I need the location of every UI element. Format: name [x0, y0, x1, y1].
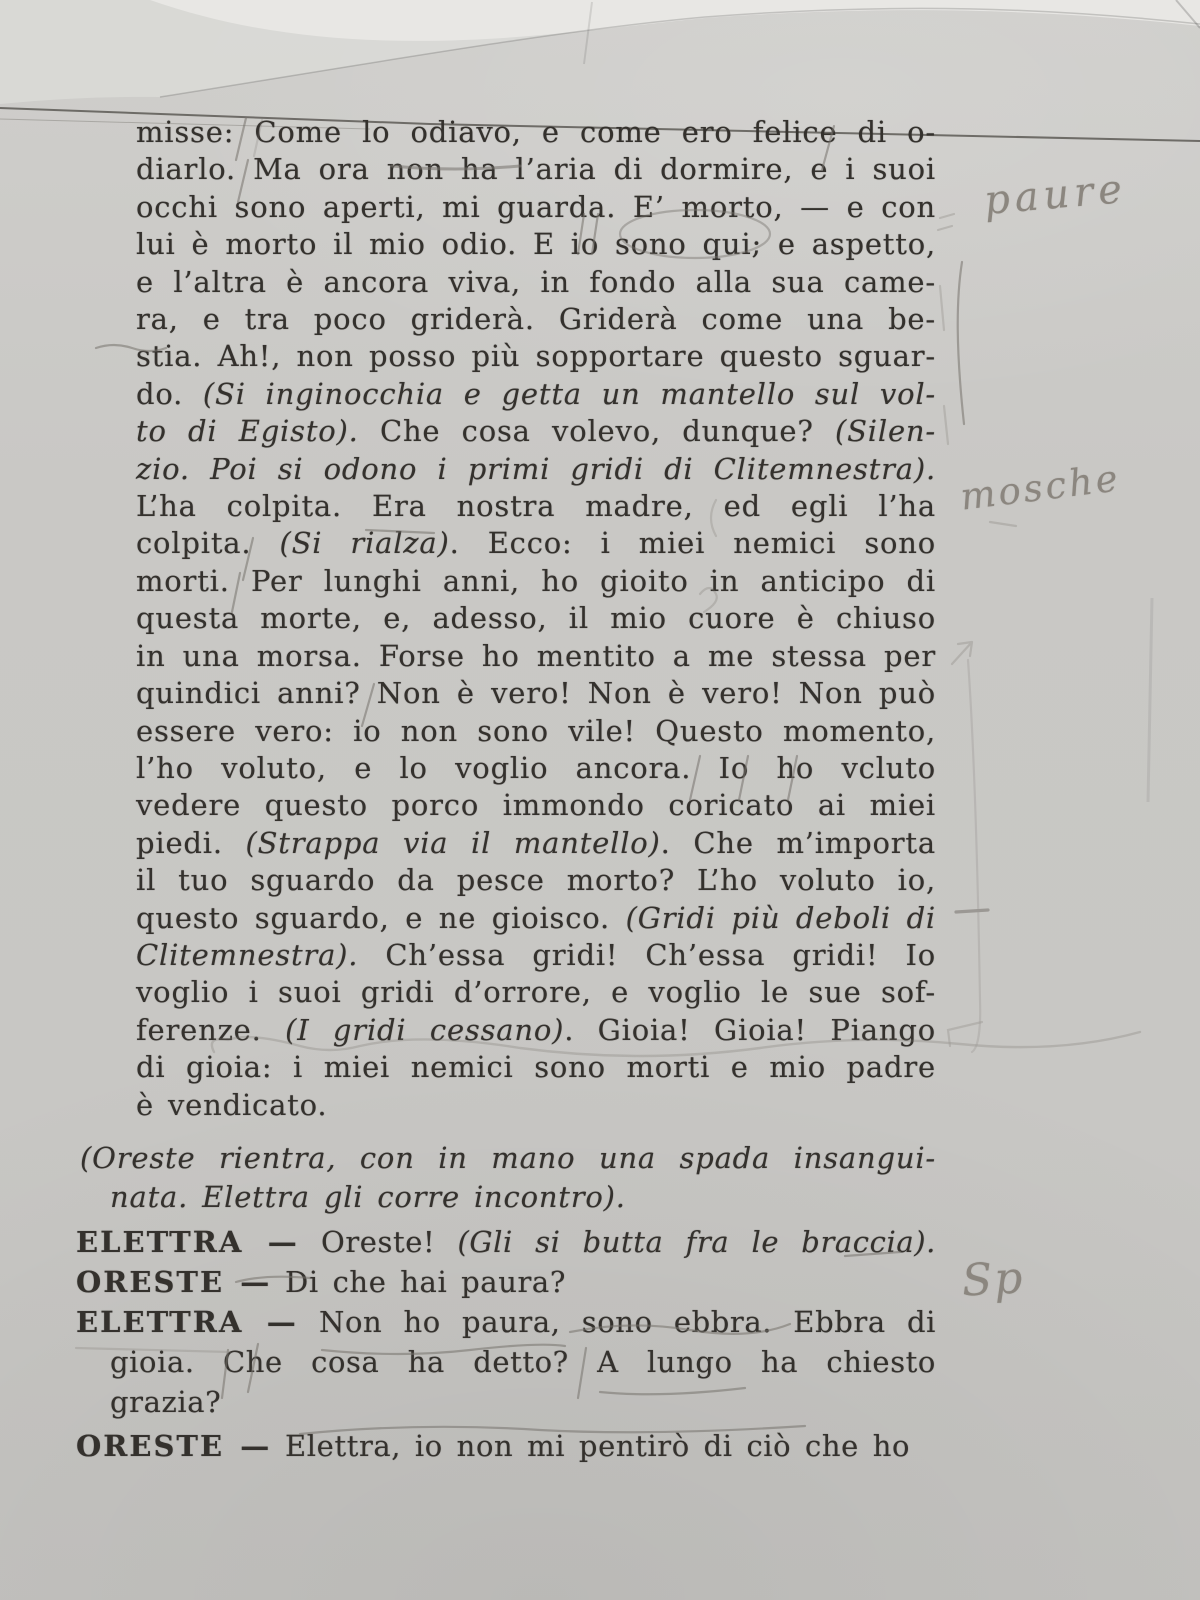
paragraph-line: occhi sono aperti, mi guarda. E’ morto, — e con — [136, 189, 936, 224]
paragraph-line: stia. Ah!, non posso più sopportare questo sguar- — [136, 339, 936, 374]
paragraph-line: questa morte, e, adesso, il mio cuore è chiuso — [136, 601, 936, 636]
dialogue-row — [76, 1222, 936, 1262]
speaker-name: ORESTE — — [76, 1265, 272, 1299]
paragraph-line: morti. Per lunghi anni, ho gioito in anticipo di — [136, 563, 936, 598]
paragraph-line: do. (Si inginocchia e getta un mantello sul vol- — [136, 376, 936, 411]
paragraph-line: in una morsa. Forse ho mentito a me stessa per — [136, 638, 936, 673]
margin-note-paure: paure — [982, 165, 1129, 225]
dialogue-row — [76, 1342, 936, 1382]
speaker-name: ELETTRA — — [76, 1225, 299, 1259]
dialogue-row — [76, 1262, 936, 1302]
paragraph-line: di gioia: i miei nemici sono morti e mio padre — [136, 1050, 936, 1085]
paragraph-line: l’ho voluto, e lo voglio ancora. Io ho vcluto — [136, 750, 936, 785]
dialogue-row — [76, 1426, 936, 1466]
paragraph-line: essere vero: io non sono vile! Questo momento, — [136, 713, 936, 748]
paragraph-line: il tuo sguardo da pesce morto? L’ho voluto io, — [136, 863, 936, 898]
paragraph-line: è vendicato. — [136, 1087, 328, 1122]
stage-direction-line: nata. Elettra gli corre incontro). — [110, 1179, 626, 1214]
paragraph-line: piedi. (Strappa via il mantello). Che m’importa — [136, 825, 936, 860]
paragraph-line: L’ha colpita. Era nostra madre, ed egli l’ha — [136, 489, 936, 524]
dialogue-row — [76, 1382, 936, 1422]
stage-direction-line: (Oreste rientra, con in mano una spada insangui- — [80, 1141, 936, 1175]
margin-note-sp: Sp — [960, 1252, 1026, 1307]
printed-paragraph — [136, 114, 936, 1124]
dialogue-text: Di che hai paura? — [285, 1265, 566, 1299]
paragraph-line: ra, e tra poco griderà. Griderà come una be- — [136, 302, 936, 337]
paragraph-line: colpita. (Si rialza). Ecco: i miei nemici sono — [136, 526, 936, 561]
paragraph-line: quindici anni? Non è vero! Non è vero! Non può — [136, 676, 936, 711]
paragraph-line: questo sguardo, e ne gioisco. (Gridi più deboli di — [136, 900, 937, 935]
dialogue-block — [76, 1222, 936, 1466]
speaker-name: ELETTRA — — [76, 1305, 298, 1339]
stage-direction — [80, 1139, 936, 1216]
dialogue-text: Non ho paura, sono ebbra. Ebbra di — [319, 1305, 936, 1339]
paragraph-line: lui è morto il mio odio. E io sono qui; e aspetto, — [136, 227, 936, 262]
paragraph-line: vedere questo porco immondo coricato ai miei — [136, 788, 936, 823]
dialogue-text: grazia? — [110, 1385, 222, 1419]
margin-note-mosche: mosche — [957, 456, 1123, 519]
paragraph-line: ferenze. (I gridi cessano). Gioia! Gioia! Piango — [136, 1012, 936, 1047]
dialogue-row — [76, 1302, 936, 1342]
dialogue-text: Elettra, io non mi pentirò di ciò che ho — [285, 1429, 911, 1463]
paragraph-line: zio. Poi si odono i primi gridi di Clitemnestra). — [136, 451, 936, 486]
paragraph-line: misse: Come lo odiavo, e come ero felice di o- — [136, 115, 936, 149]
dialogue-text: Oreste! (Gli si butta fra le braccia). — [320, 1225, 936, 1259]
paragraph-line: voglio i suoi gridi d’orrore, e voglio le sue sof- — [136, 975, 936, 1010]
dialogue-text: gioia. Che cosa ha detto? A lungo ha chiesto — [110, 1345, 936, 1379]
speaker-name: ORESTE — — [76, 1429, 272, 1463]
paragraph-line: diarlo. Ma ora non ha l’aria di dormire, e i suoi — [136, 152, 936, 187]
paragraph-line: Clitemnestra). Ch’essa gridi! Ch’essa gridi! Io — [136, 937, 936, 972]
paragraph-line: e l’altra è ancora viva, in fondo alla sua came- — [136, 264, 936, 299]
paragraph-line: to di Egisto). Che cosa volevo, dunque? (Silen- — [136, 414, 936, 449]
